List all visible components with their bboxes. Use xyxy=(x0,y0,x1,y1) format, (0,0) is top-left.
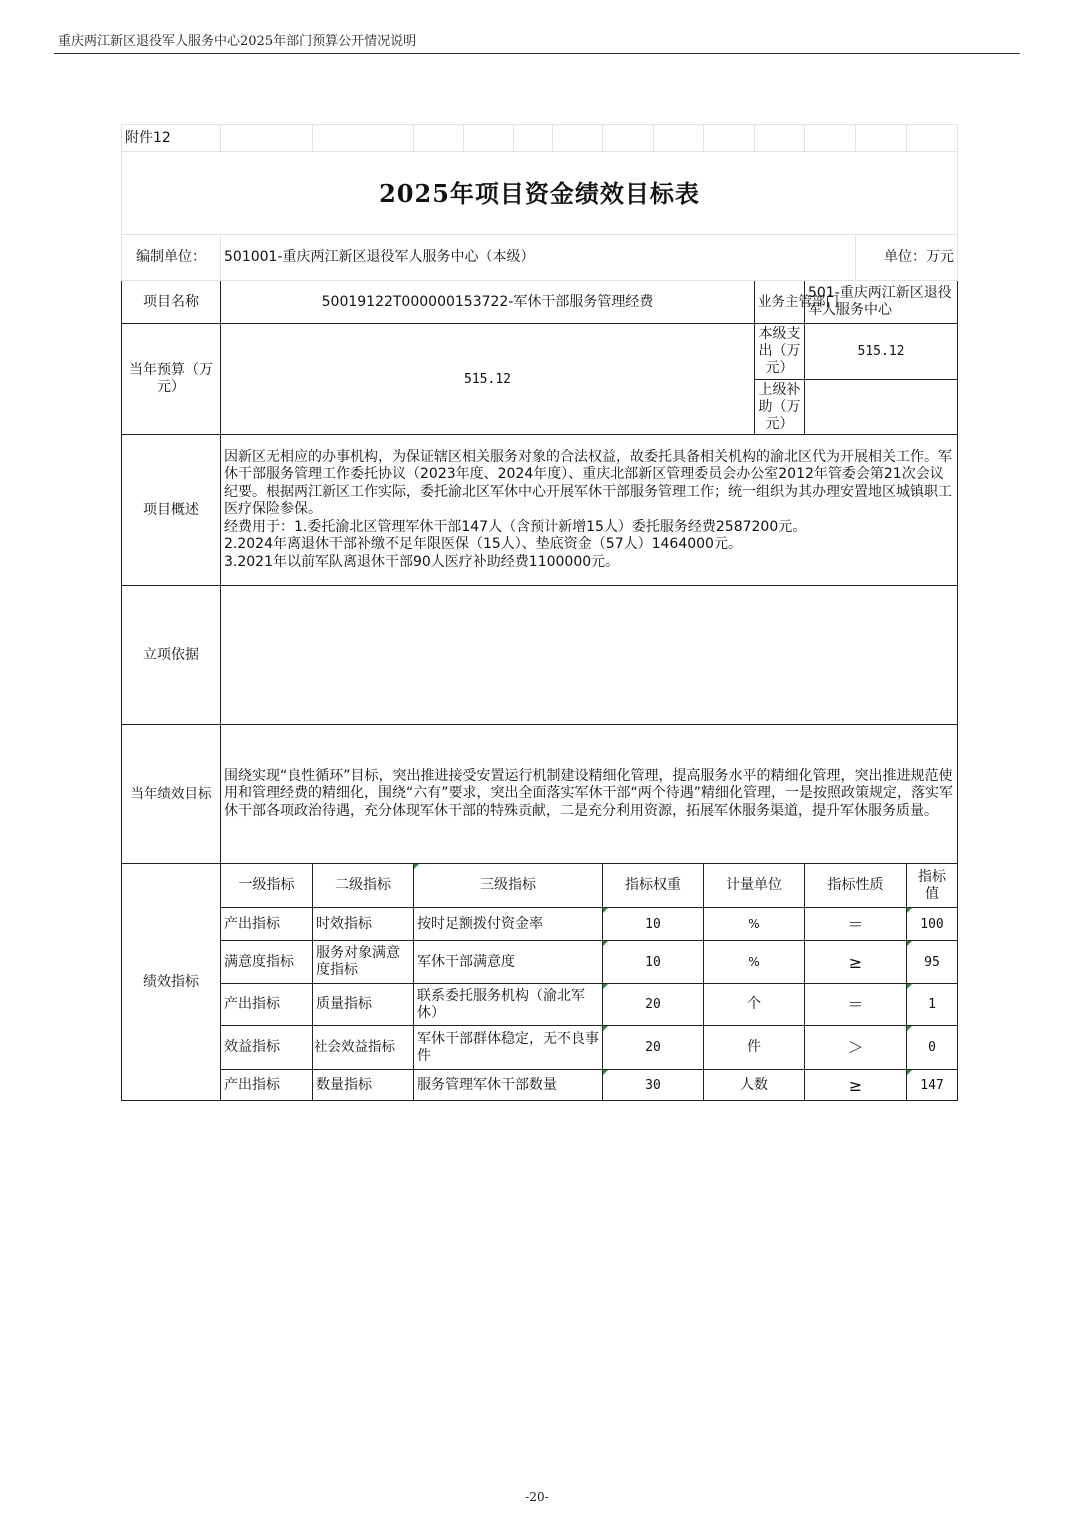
indicator-weight: 20 xyxy=(603,1026,704,1070)
header-rule xyxy=(54,53,1020,54)
page-header-title: 重庆两江新区退役军人服务中心2025年部门预算公开情况说明 xyxy=(58,34,417,49)
own-expense-label: 本级支出（万元） xyxy=(755,324,805,380)
sheet-title: 2025年项目资金绩效目标表 xyxy=(122,152,958,235)
indicator-nature: ＝ xyxy=(805,908,907,941)
indicator-nature: ≥ xyxy=(805,941,907,984)
goal-label: 当年绩效目标 xyxy=(122,725,221,864)
indicator-weight: 30 xyxy=(603,1070,704,1101)
indicator-level3: 军休干部满意度 xyxy=(414,941,603,984)
indicator-value: 100 xyxy=(907,908,958,941)
indicator-value: 95 xyxy=(907,941,958,984)
overview-label: 项目概述 xyxy=(122,435,221,586)
indicator-weight: 10 xyxy=(603,941,704,984)
indicator-value: 1 xyxy=(907,984,958,1026)
attachment-label: 附件12 xyxy=(122,125,221,152)
unit-label: 单位：万元 xyxy=(856,235,958,281)
indicator-level3: 军休干部群体稳定，无不良事件 xyxy=(414,1026,603,1070)
dept-label: 业务主管部门 xyxy=(755,281,805,324)
header-weight: 指标权重 xyxy=(603,864,704,908)
indicator-level2: 社会效益指标 xyxy=(313,1026,414,1070)
org-label: 编制单位： xyxy=(122,235,221,281)
header-level3: 三级指标 xyxy=(414,864,603,908)
overview-line: 因新区无相应的办事机构，为保证辖区相关服务对象的合法权益，故委托具备相关机构的渝北区代为开展相关工作。军休干部服务管理工作委托协议（2023年度、2024年度）、重庆北部新区管理委员会办公室2012年管委会第21次会议纪要。根据两江新区工作实际，委托渝北区军休中心开展军休干部服务管理工作；统一组织为其办理安置地区城镇职工医疗保险参保。 xyxy=(224,448,952,518)
performance-target-table xyxy=(121,124,958,1101)
project-name-label: 项目名称 xyxy=(122,281,221,324)
indicator-unit: 人数 xyxy=(704,1070,805,1101)
indicator-value: 147 xyxy=(907,1070,958,1101)
budget-label: 当年预算（万元） xyxy=(122,324,221,435)
header-level2: 二级指标 xyxy=(313,864,414,908)
indicator-level1: 产出指标 xyxy=(221,1070,313,1101)
budget-value: 515.12 xyxy=(221,324,755,435)
header-unit: 计量单位 xyxy=(704,864,805,908)
upper-subsidy-label: 上级补助（万元） xyxy=(755,380,805,435)
indicator-level3: 按时足额拨付资金率 xyxy=(414,908,603,941)
header-level1: 一级指标 xyxy=(221,864,313,908)
overview-line: 3.2021年以前军队离退休干部90人医疗补助经费1100000元。 xyxy=(224,553,620,570)
indicator-level3: 联系委托服务机构（渝北军休） xyxy=(414,984,603,1026)
indicator-nature: ≥ xyxy=(805,1070,907,1101)
indicator-level3: 服务管理军休干部数量 xyxy=(414,1070,603,1101)
indicator-weight: 20 xyxy=(603,984,704,1026)
indicator-nature: ＝ xyxy=(805,984,907,1026)
indicator-level2: 时效指标 xyxy=(313,908,414,941)
indicator-unit: 个 xyxy=(704,984,805,1026)
indicator-weight: 10 xyxy=(603,908,704,941)
dept-value: 501-重庆两江新区退役军人服务中心 xyxy=(805,281,958,324)
indicator-level2: 质量指标 xyxy=(313,984,414,1026)
org-value: 501001-重庆两江新区退役军人服务中心（本级） xyxy=(221,235,856,281)
overview-text xyxy=(221,435,958,586)
indicators-label: 绩效指标 xyxy=(122,864,221,1101)
overview-line: 2.2024年离退休干部补缴不足年限医保（15人）、垫底资金（57人）1464000元。 xyxy=(224,536,742,553)
indicator-level1: 产出指标 xyxy=(221,908,313,941)
overview-line: 经费用于：1.委托渝北区管理军休干部147人（含预计新增15人）委托服务经费2587200元。 xyxy=(224,518,807,535)
goal-text: 围绕实现“良性循环”目标，突出推进接受安置运行机制建设精细化管理，提高服务水平的精细化管理，突出推进规范使用和管理经费的精细化，围绕“六有”要求，突出全面落实军休干部“两个待遇”精细化管理，一是按照政策规定，落实军休干部各项政治待遇，充分体现军休干部的特殊贡献，二是充分利用资源，拓展军休服务渠道，提升军休服务质量。 xyxy=(221,725,958,864)
project-name-value: 50019122T000000153722-军休干部服务管理经费 xyxy=(221,281,755,324)
basis-label: 立项依据 xyxy=(122,586,221,725)
header-value: 指标值 xyxy=(907,864,958,908)
own-expense-value: 515.12 xyxy=(805,324,958,380)
indicator-level1: 效益指标 xyxy=(221,1026,313,1070)
indicator-level2: 服务对象满意度指标 xyxy=(313,941,414,984)
page-number: -20- xyxy=(525,1490,549,1504)
upper-subsidy-value xyxy=(805,380,958,435)
indicator-value: 0 xyxy=(907,1026,958,1070)
indicator-level1: 满意度指标 xyxy=(221,941,313,984)
indicator-unit: % xyxy=(704,908,805,941)
indicator-nature: ＞ xyxy=(805,1026,907,1070)
indicator-unit: % xyxy=(704,941,805,984)
header-nature: 指标性质 xyxy=(805,864,907,908)
basis-value xyxy=(221,586,958,725)
indicator-unit: 件 xyxy=(704,1026,805,1070)
indicator-level2: 数量指标 xyxy=(313,1070,414,1101)
indicator-level1: 产出指标 xyxy=(221,984,313,1026)
